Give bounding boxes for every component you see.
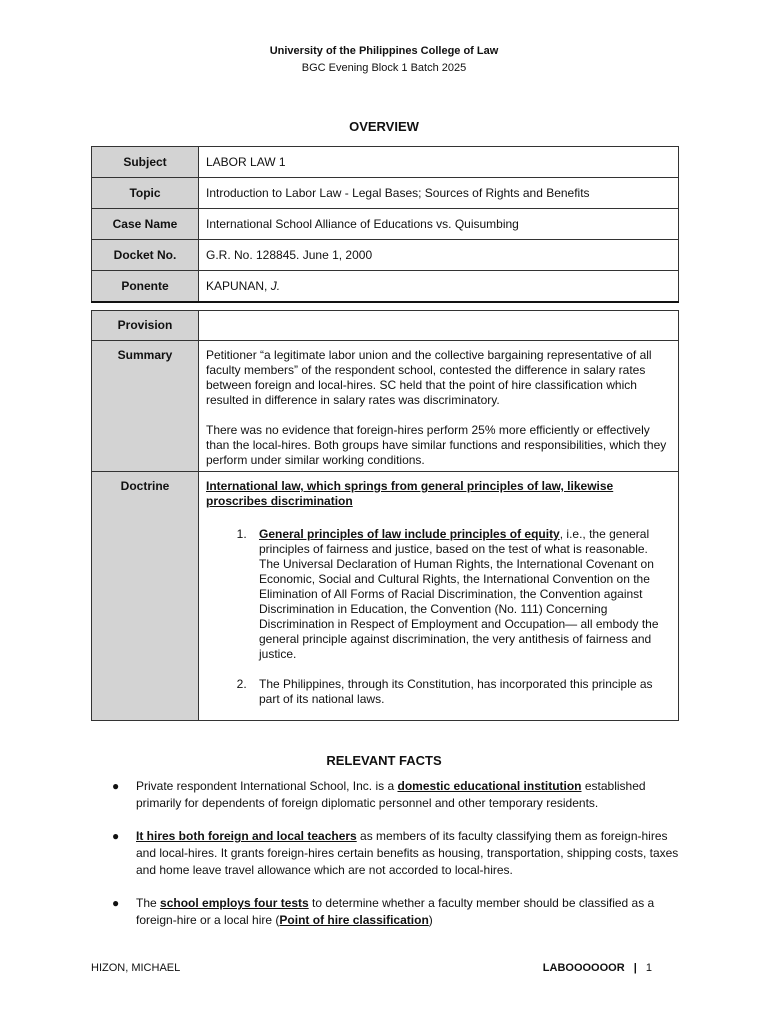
page-number: 1 — [645, 962, 652, 974]
case-name-label: Case Name — [92, 209, 199, 240]
fact-text: to determine whether a faculty member should be classified as a foreign-hire or a local hire ( — [136, 896, 655, 927]
list-item — [250, 527, 670, 662]
fact-emphasis: school employs four tests — [160, 896, 309, 910]
provision-value — [199, 311, 679, 341]
list-item — [112, 778, 680, 812]
fact-text: The — [136, 896, 161, 910]
table-row — [92, 311, 679, 341]
bullet-icon: ● — [112, 779, 120, 793]
fact-text: Private respondent International School, Inc. is a — [136, 779, 398, 793]
table-row — [92, 209, 679, 240]
docket-value: G.R. No. 128845. June 1, 2000 — [199, 240, 679, 271]
table-row — [92, 178, 679, 209]
doctrine-cell — [199, 472, 679, 721]
list-item — [112, 828, 680, 879]
summary-cell — [199, 341, 679, 472]
fact-text: established primarily for dependents of foreign diplomatic personnel and other temporary residents. — [136, 779, 646, 810]
bullet-icon: ● — [112, 896, 120, 910]
fact-emphasis: It hires both foreign and local teachers — [136, 829, 357, 843]
overview-table — [91, 146, 679, 303]
table-row — [92, 472, 679, 721]
ponente-label: Ponente — [92, 271, 199, 303]
summary-label: Summary — [92, 341, 199, 472]
list-item — [112, 895, 680, 929]
doctrine-item-text: The Philippines, through its Constitution, has incorporated this principle as part of its national laws. — [259, 677, 653, 706]
table-row — [92, 271, 679, 303]
doctrine-heading: International law, which springs from general principles of law, likewise proscribes discrimination — [206, 479, 614, 508]
topic-value: Introduction to Labor Law - Legal Bases; Sources of Rights and Benefits — [199, 178, 679, 209]
fact-text: ) — [428, 913, 433, 927]
case-name-value: International School Alliance of Educations vs. Quisumbing — [199, 209, 679, 240]
ponente-value: KAPUNAN, J. — [199, 271, 679, 303]
subject-label: Subject — [92, 147, 199, 178]
overview-heading: OVERVIEW — [349, 119, 419, 134]
relevant-facts-heading: RELEVANT FACTS — [326, 753, 442, 768]
table-row — [92, 341, 679, 472]
doctrine-list — [206, 527, 670, 707]
footer-page-info — [543, 962, 652, 974]
fact-emphasis: Point of hire classification — [279, 913, 429, 927]
table-row — [92, 147, 679, 178]
batch-subtitle: BGC Evening Block 1 Batch 2025 — [301, 62, 467, 74]
table-row — [92, 240, 679, 271]
docket-label: Docket No. — [92, 240, 199, 271]
footer-code: LABOOOOOOR — [542, 962, 625, 974]
fact-emphasis: domestic educational institution — [397, 779, 582, 793]
doctrine-label: Doctrine — [92, 472, 199, 721]
subject-value: LABOR LAW 1 — [199, 147, 679, 178]
provision-label: Provision — [92, 311, 199, 341]
list-item — [250, 677, 670, 707]
summary-paragraph: There was no evidence that foreign-hires perform 25% more efficiently or effectively than the local-hires. Both groups have similar functions and responsibilities, which they perform under similar working conditions. — [206, 423, 667, 467]
footer-author: HIZON, MICHAEL — [91, 962, 181, 974]
relevant-facts-list — [112, 778, 680, 945]
details-table — [91, 310, 679, 721]
summary-paragraph: Petitioner “a legitimate labor union and the collective bargaining representative of all faculty members” of the respondent school, contested the difference in salary rates between foreign and local-hires. SC held that the point of hire classification which resulted in difference in salary rates was discriminatory. — [206, 348, 652, 407]
doctrine-item-lead: General principles of law include principles of equity — [259, 527, 560, 541]
doctrine-item-text: , i.e., the general principles of fairness and justice, based on the test of what is reasonable. The Universal Declaration of Human Rights, the International Covenant on Economic, Social and Cultural Rights, the International Convention on the Elimination of All Forms of Racial Discrimination, the Convention against Discrimination in Education, the Convention (No. 111) Concerning Discrimination in Respect of Employment and Occupation— all embody the general principle against discrimination, the very antithesis of fairness and justice. — [259, 527, 659, 661]
topic-label: Topic — [92, 178, 199, 209]
bullet-icon: ● — [112, 829, 120, 843]
institution-title: University of the Philippines College of Law — [269, 45, 499, 57]
fact-text: as members of its faculty classifying them as foreign-hires and local-hires. It grants foreign-hires certain benefits as housing, transportation, shipping costs, taxes and home leave travel allowance which are not accorded to local-hires. — [136, 829, 679, 877]
footer-separator: | — [633, 962, 637, 974]
